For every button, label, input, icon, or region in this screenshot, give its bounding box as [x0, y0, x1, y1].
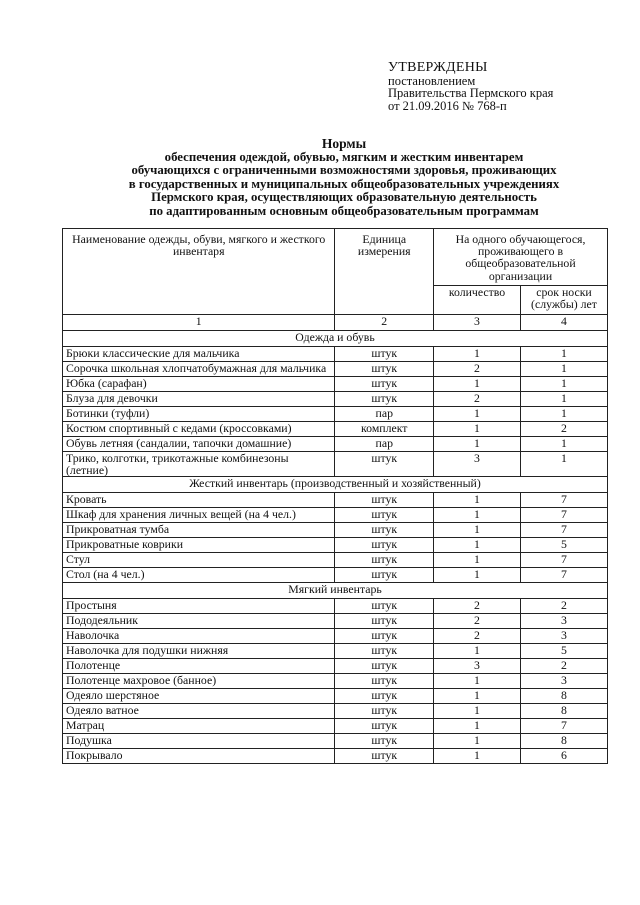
approval-heading: УТВЕРЖДЕНЫ — [388, 60, 488, 75]
header-name: Наименование одежды, обуви, мягкого и жесткого инвентаря — [63, 229, 335, 315]
cell-term: 3 — [520, 614, 607, 629]
cell-unit: штук — [335, 568, 434, 583]
cell-unit: штук — [335, 614, 434, 629]
cell-unit: пар — [335, 407, 434, 422]
cell-name: Ботинки (туфли) — [63, 407, 335, 422]
table-row — [63, 523, 608, 538]
table-row — [63, 674, 608, 689]
cell-unit: штук — [335, 347, 434, 362]
cell-qty: 1 — [434, 523, 521, 538]
cell-qty: 1 — [434, 437, 521, 452]
cell-term: 1 — [520, 437, 607, 452]
cell-term: 7 — [520, 523, 607, 538]
table-row — [63, 377, 608, 392]
cell-name: Костюм спортивный с кедами (кроссовками) — [63, 422, 335, 437]
table-row — [63, 347, 608, 362]
table-row — [63, 614, 608, 629]
cell-unit: комплект — [335, 422, 434, 437]
cell-unit: штук — [335, 704, 434, 719]
table-row — [63, 749, 608, 764]
cell-name: Простыня — [63, 599, 335, 614]
table-row — [63, 437, 608, 452]
cell-qty: 1 — [434, 493, 521, 508]
cell-qty: 2 — [434, 614, 521, 629]
column-number: 3 — [434, 315, 521, 331]
cell-term: 2 — [520, 599, 607, 614]
cell-qty: 1 — [434, 568, 521, 583]
title-line: обучающихся с ограниченными возможностями здоровья, проживающих — [131, 163, 557, 178]
cell-qty: 1 — [434, 553, 521, 568]
cell-name: Блуза для девочки — [63, 392, 335, 407]
title-line: по адаптированным основным общеобразовательным программам — [149, 203, 539, 218]
cell-name: Пододеяльник — [63, 614, 335, 629]
cell-name: Брюки классические для мальчика — [63, 347, 335, 362]
table-row — [63, 644, 608, 659]
cell-unit: штук — [335, 392, 434, 407]
section-title: Жесткий инвентарь (производственный и хозяйственный) — [63, 477, 608, 493]
cell-unit: пар — [335, 437, 434, 452]
cell-qty: 2 — [434, 362, 521, 377]
column-number: 1 — [63, 315, 335, 331]
cell-name: Обувь летняя (сандалии, тапочки домашние) — [63, 437, 335, 452]
cell-name: Наволочка для подушки нижняя — [63, 644, 335, 659]
title-line: Пермского края, осуществляющих образовательную деятельность — [151, 190, 537, 205]
approval-line: постановлением — [388, 73, 476, 88]
cell-qty: 3 — [434, 452, 521, 477]
cell-qty: 1 — [434, 704, 521, 719]
column-number-row — [63, 315, 608, 331]
section-row — [63, 331, 608, 347]
table-row — [63, 407, 608, 422]
cell-term: 8 — [520, 689, 607, 704]
cell-term: 7 — [520, 553, 607, 568]
table-row — [63, 493, 608, 508]
table-row — [63, 689, 608, 704]
cell-name: Полотенце махровое (банное) — [63, 674, 335, 689]
cell-name: Юбка (сарафан) — [63, 377, 335, 392]
cell-term: 1 — [520, 377, 607, 392]
table-row — [63, 508, 608, 523]
header-qty: количество — [434, 286, 521, 315]
cell-name: Матрац — [63, 719, 335, 734]
section-title: Мягкий инвентарь — [63, 583, 608, 599]
cell-unit: штук — [335, 452, 434, 477]
cell-name: Наволочка — [63, 629, 335, 644]
table-row — [63, 629, 608, 644]
cell-name: Покрывало — [63, 749, 335, 764]
header-term: срок носки (службы) лет — [520, 286, 607, 315]
cell-term: 1 — [520, 407, 607, 422]
cell-unit: штук — [335, 719, 434, 734]
cell-term: 5 — [520, 644, 607, 659]
cell-qty: 1 — [434, 538, 521, 553]
cell-term: 1 — [520, 452, 607, 477]
table-row — [63, 704, 608, 719]
cell-unit: штук — [335, 629, 434, 644]
cell-name: Подушка — [63, 734, 335, 749]
cell-name: Стул — [63, 553, 335, 568]
cell-qty: 3 — [434, 659, 521, 674]
cell-name: Кровать — [63, 493, 335, 508]
cell-name: Трико, колготки, трикотажные комбинезоны (летние) — [63, 452, 335, 477]
section-row — [63, 583, 608, 599]
cell-term: 7 — [520, 508, 607, 523]
table-row — [63, 452, 608, 477]
table-row — [63, 392, 608, 407]
cell-unit: штук — [335, 689, 434, 704]
title-heading: Нормы — [321, 136, 367, 151]
cell-unit: штук — [335, 493, 434, 508]
cell-term: 7 — [520, 568, 607, 583]
cell-name: Прикроватная тумба — [63, 523, 335, 538]
cell-unit: штук — [335, 377, 434, 392]
cell-term: 1 — [520, 362, 607, 377]
cell-qty: 1 — [434, 749, 521, 764]
cell-term: 3 — [520, 674, 607, 689]
cell-unit: штук — [335, 362, 434, 377]
cell-term: 5 — [520, 538, 607, 553]
cell-unit: штук — [335, 674, 434, 689]
cell-term: 6 — [520, 749, 607, 764]
document-title — [60, 137, 628, 219]
cell-qty: 1 — [434, 422, 521, 437]
approval-line: Правительства Пермского края — [388, 86, 554, 100]
table-row — [63, 659, 608, 674]
cell-unit: штук — [335, 553, 434, 568]
cell-qty: 2 — [434, 392, 521, 407]
table-row — [63, 568, 608, 583]
cell-name: Прикроватные коврики — [63, 538, 335, 553]
section-row — [63, 477, 608, 493]
table-row — [63, 362, 608, 377]
cell-name: Шкаф для хранения личных вещей (на 4 чел.) — [63, 508, 335, 523]
cell-unit: штук — [335, 659, 434, 674]
cell-term: 2 — [520, 422, 607, 437]
table-row — [63, 538, 608, 553]
header-unit: Единица измерения — [335, 229, 434, 315]
cell-qty: 2 — [434, 629, 521, 644]
section-title: Одежда и обувь — [63, 331, 608, 347]
cell-term: 7 — [520, 719, 607, 734]
cell-name: Стол (на 4 чел.) — [63, 568, 335, 583]
table-row — [63, 422, 608, 437]
header-row — [63, 229, 608, 286]
cell-qty: 1 — [434, 508, 521, 523]
cell-unit: штук — [335, 644, 434, 659]
header-per-student: На одного обучающегося, проживающего в общеобразовательной организации — [434, 229, 608, 286]
cell-qty: 2 — [434, 599, 521, 614]
cell-term: 2 — [520, 659, 607, 674]
cell-unit: штук — [335, 599, 434, 614]
approval-block — [388, 62, 553, 112]
cell-qty: 1 — [434, 377, 521, 392]
cell-term: 7 — [520, 493, 607, 508]
column-number: 2 — [335, 315, 434, 331]
cell-qty: 1 — [434, 407, 521, 422]
title-line: в государственных и муниципальных общеобразовательных учреждениях — [128, 176, 560, 191]
cell-name: Полотенце — [63, 659, 335, 674]
cell-term: 1 — [520, 347, 607, 362]
cell-term: 3 — [520, 629, 607, 644]
cell-name: Одеяло ватное — [63, 704, 335, 719]
cell-unit: штук — [335, 538, 434, 553]
column-number: 4 — [520, 315, 607, 331]
norms-table — [62, 228, 608, 764]
table-row — [63, 599, 608, 614]
cell-term: 1 — [520, 392, 607, 407]
table-row — [63, 553, 608, 568]
cell-unit: штук — [335, 523, 434, 538]
cell-qty: 1 — [434, 347, 521, 362]
cell-term: 8 — [520, 734, 607, 749]
cell-qty: 1 — [434, 674, 521, 689]
cell-unit: штук — [335, 508, 434, 523]
cell-qty: 1 — [434, 719, 521, 734]
cell-name: Одеяло шерстяное — [63, 689, 335, 704]
cell-name: Сорочка школьная хлопчатобумажная для мальчика — [63, 362, 335, 377]
cell-unit: штук — [335, 749, 434, 764]
title-line: обеспечения одеждой, обувью, мягким и жестким инвентарем — [164, 149, 524, 164]
cell-qty: 1 — [434, 644, 521, 659]
cell-qty: 1 — [434, 689, 521, 704]
cell-qty: 1 — [434, 734, 521, 749]
cell-term: 8 — [520, 704, 607, 719]
table-row — [63, 719, 608, 734]
cell-unit: штук — [335, 734, 434, 749]
table-row — [63, 734, 608, 749]
approval-date: от 21.09.2016 № 768-п — [388, 98, 507, 113]
